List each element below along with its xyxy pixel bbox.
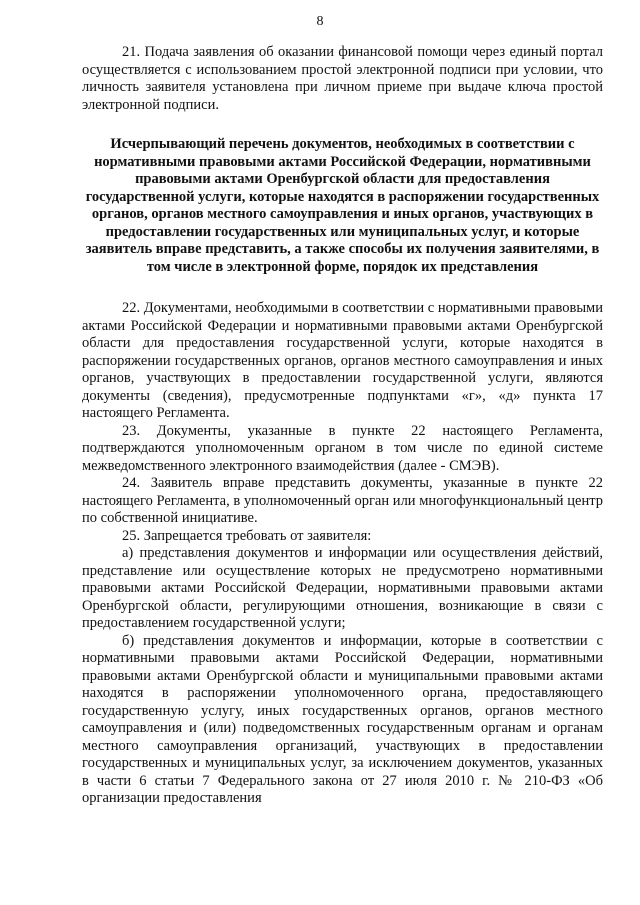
paragraph-23: 23. Документы, указанные в пункте 22 настоящего Регламента, подтверждаются уполномоченным органом в том числе по единой системе межведомственного электронного взаимодействия (далее - СМЭВ). [82,422,603,474]
section-heading: Исчерпывающий перечень документов, необходимых в соответствии с нормативными правовыми актами Российской Федерации, нормативными правовыми актами Оренбургской области для предоставления государственной услуги, которые находятся в распоряжении государственных органов, органов местного самоуправления и иных органов, участвующих в предоставлении государственных или муниципальных услуг, и которые заявитель вправе представить, а также способы их получения заявителями, в том числе в электронной форме, порядок их представления [85,136,600,275]
paragraph-21: 21. Подача заявления об оказании финансовой помощи через единый портал осуществляется с использованием простой электронной подписи при условии, что личность заявителя установлена при личном приеме при выдаче ключа простой электронной подписи. [82,44,603,113]
document-body [82,44,603,808]
page-number: 8 [316,14,324,29]
paragraph-25: 25. Запрещается требовать от заявителя: [122,527,372,544]
paragraph-22: 22. Документами, необходимыми в соответствии с нормативными правовыми актами Российской Федерации и нормативными правовыми актами Оренбургской области для предоставления государственной услуги, которые находятся в распоряжении государственных органов, органов местного самоуправления и иных органов, участвующих в предоставлении государственной услуги, являются документы (сведения), предусмотренные подпунктами «г», «д» пункта 17 настоящего Регламента. [82,300,603,421]
paragraph-25-b: б) представления документов и информации, которые в соответствии с нормативными правовыми актами Российской Федерации, нормативными правовыми актами Оренбургской области и муниципальными правовыми актами находятся в распоряжении уполномоченного органа, предоставляющего государственную услугу, иных государственных органов, органов местного самоуправления и (или) подведомственных государственным органам и органам местного самоуправления организаций, участвующих в предоставлении государственных и муниципальных услуг, за исключением документов, указанных в части 6 статьи 7 Федерального закона от 27 июля 2010 г. № 210-ФЗ «Об организации предоставления [82,632,603,806]
paragraph-25-a: а) представления документов и информации или осуществления действий, представление или осуществление которых не предусмотрено нормативными правовыми актами Российской Федерации, нормативными правовыми актами Оренбургской области, регулирующими отношения, возникающие в связи с предоставлением государственной услуги; [82,545,603,631]
paragraph-24: 24. Заявитель вправе представить документы, указанные в пункте 22 настоящего Регламента, в уполномоченный орган или многофункциональный центр по собственной инициативе. [82,475,603,526]
